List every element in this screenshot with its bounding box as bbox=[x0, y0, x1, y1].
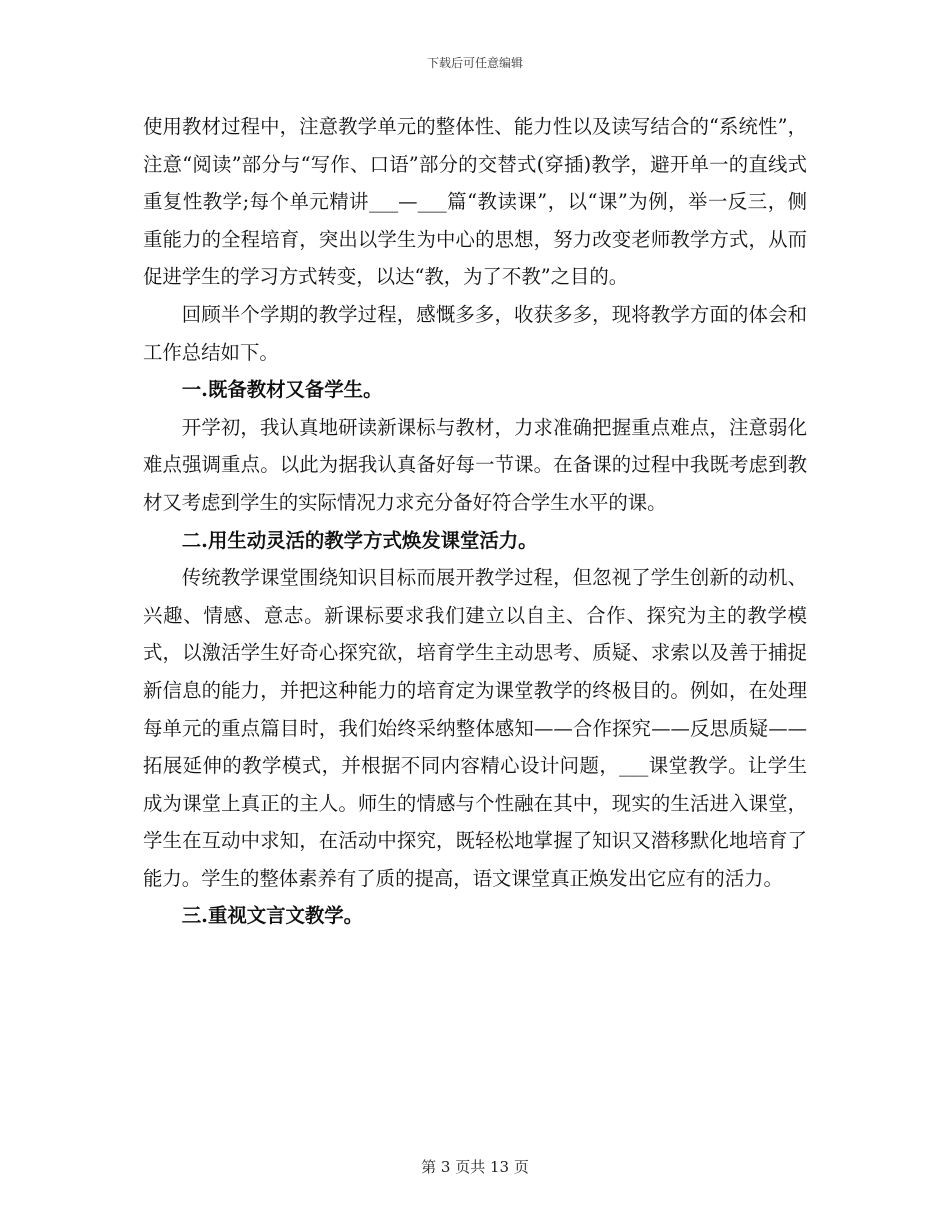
section-heading-2: 二.用生动灵活的教学方式焕发课堂活力。 bbox=[181, 528, 538, 552]
paragraph-section-2: 传统教学课堂围绕知识目标而展开教学过程，但忽视了学生创新的动机、兴趣、情感、意志。新课标要求我们建立以自主、合作、探究为主的教学模式，以激活学生好奇心探究欲，培育学生主动思考、质疑、求索以及善于捕捉新信息的能力，并把这种能力的培育定为课堂教学的终极目的。例如，在处理每单元的重点篇目时，我们始终采纳整体感知——合作探究——反思质疑——拓展延伸的教学模式，并根据不同内容精心设计问题，___课堂教学。让学生成为课堂上真正的主人。师生的情感与个性融在其中，现实的生活进入课堂，学生在互动中求知，在活动中探究，既轻松地掌握了知识又潜移默化地培育了能力。学生的整体素养有了质的提高，语文课堂真正焕发出它应有的活力。 bbox=[143, 566, 807, 890]
document-body bbox=[143, 108, 807, 935]
paragraph-section-1: 开学初，我认真地研读新课标与教材，力求准确把握重点难点，注意弱化难点强调重点。以此为据我认真备好每一节课。在备课的过程中我既考虑到教材又考虑到学生的实际情况力求充分备好符合学生水平的课。 bbox=[143, 415, 807, 514]
section-heading-1: 一.既备教材又备学生。 bbox=[181, 378, 383, 402]
paragraph-continued: 使用教材过程中，注意教学单元的整体性、能力性以及读写结合的“系统性”，注意“阅读”部分与“写作、口语”部分的交替式(穿插)教学，避开单一的直线式重复性教学;每个单元精讲___—___篇“教读课”，以“课”为例，举一反三，侧重能力的全程培育，突出以学生为中心的思想，努力改变老师教学方式，从而促进学生的学习方式转变，以达“教，为了不教”之目的。 bbox=[143, 115, 807, 289]
paragraph-intro: 回顾半个学期的教学过程，感慨多多，收获多多，现将教学方面的体会和工作总结如下。 bbox=[143, 302, 807, 364]
page-header: 下载后可任意编辑 bbox=[426, 56, 523, 70]
section-heading-3: 三.重视文言文教学。 bbox=[181, 904, 364, 928]
page-footer: 第 3 页共 13 页 bbox=[421, 1158, 529, 1176]
